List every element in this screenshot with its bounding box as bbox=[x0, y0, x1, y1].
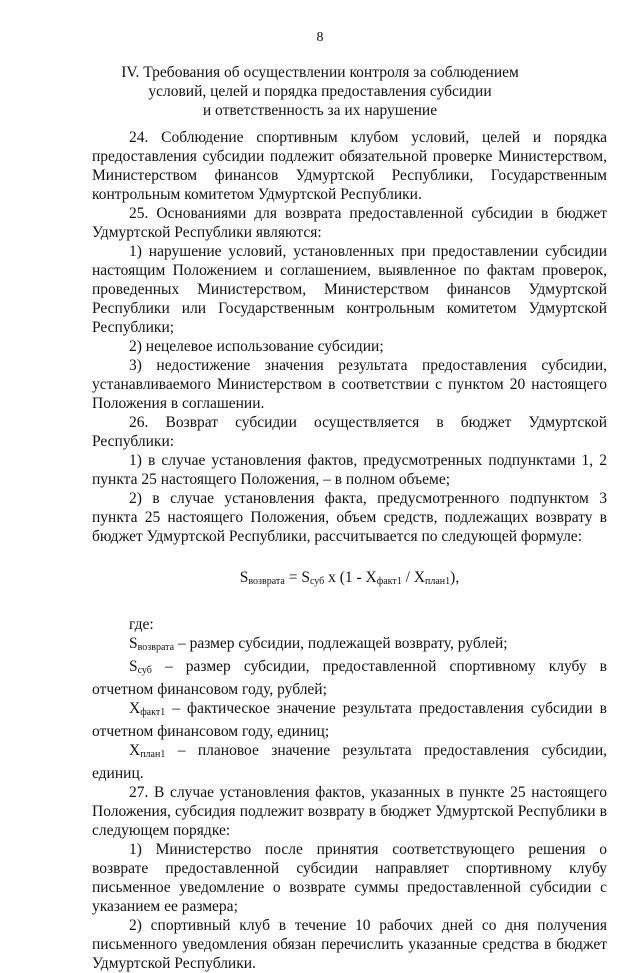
paragraph-26-item-1: 1) в случае установления фактов, предусмотренных подпунктами 1, 2 пункта 25 настоящего Положения, – в полном объеме; bbox=[92, 452, 607, 488]
paragraph-27-item-1: 1) Министерство после принятия соответствующего решения о возврате предоставленной субсидии направляет спортивному клубу письменное уведомление о возврате суммы предоставленной субсидии с указанием ее размера; bbox=[92, 841, 607, 915]
definition-x-plan: $X_{план1}$ – плановое значение результата предоставления субсидии, единиц. bbox=[92, 742, 607, 782]
page-number: 8 bbox=[316, 30, 324, 45]
heading-line-1: IV. Требования об осуществлении контроля за соблюдением bbox=[121, 64, 519, 81]
formula-x2-sub: план1 bbox=[425, 576, 451, 587]
definition-x-fact: $X_{факт1}$ – фактическое значение результата предоставления субсидии в отчетном финансовом году, единиц; bbox=[92, 700, 607, 740]
paragraph-27: 27. В случае установления фактов, указанных в пункте 25 настоящего Положения, субсидия подлежит возврату в бюджет Удмуртской Республики в следующем порядке: bbox=[92, 784, 607, 839]
paragraph-24: 24. Соблюдение спортивным клубом условий, целей и порядка предоставления субсидии подлежит обязательной проверке Министерством, Министерством финансов Удмуртской Республики, Государственным контрольным комитетом Удмуртской Республики. bbox=[92, 129, 607, 203]
formula-mid: х (1 - X bbox=[324, 569, 377, 586]
formula-slash: / X bbox=[401, 569, 426, 586]
where-label: где: bbox=[129, 616, 154, 633]
paragraph-25-item-1: 1) нарушение условий, установленных при предоставлении субсидии настоящим Положением и соглашением, выявленное по фактам проверок, проведенных Министерством, Министерством финансов Удмуртской Республики или Государственным контрольным комитетом Удмуртской Республики; bbox=[92, 243, 607, 336]
paragraph-25: 25. Основаниями для возврата предоставленной субсидии в бюджет Удмуртской Республики являются: bbox=[92, 205, 607, 241]
document-body bbox=[92, 128, 607, 973]
section-heading bbox=[80, 63, 560, 120]
paragraph-27-item-2: 2) спортивный клуб в течение 10 рабочих дней со дня получения письменного уведомления обязан перечислить указанные средства в бюджет Удмуртской Республики. bbox=[92, 917, 607, 972]
formula-s2-sub: суб bbox=[309, 576, 325, 587]
paragraph-26: 26. Возврат субсидии осуществляется в бюджет Удмуртской Республики: bbox=[92, 414, 607, 450]
formula-s: S bbox=[239, 569, 249, 586]
formula-eq: = S bbox=[284, 569, 310, 586]
refund-formula bbox=[92, 568, 607, 591]
definition-s-refund: $S_{возврата}$ – размер субсидии, подлежащей возврату, рублей; bbox=[129, 635, 508, 653]
formula-s-sub: возврата bbox=[248, 576, 285, 587]
heading-line-3: и ответственность за их нарушение bbox=[202, 102, 438, 119]
heading-line-2: условий, целей и порядка предоставления субсидии bbox=[148, 83, 492, 100]
formula-x1-sub: факт1 bbox=[376, 576, 402, 587]
paragraph-25-item-2: 2) нецелевое использование субсидии; bbox=[129, 338, 384, 355]
paragraph-26-item-2: 2) в случае установления факта, предусмотренного подпунктом 3 пункта 25 настоящего Положения, объем средств, подлежащих возврату в бюджет Удмуртской Республики, рассчитывается по следующей формуле: bbox=[92, 490, 607, 545]
definition-s-subsidy: $S_{суб}$ – размер субсидии, предоставленной спортивному клубу в отчетном финансовом году, рублей; bbox=[92, 658, 607, 698]
formula-end: ), bbox=[450, 569, 460, 586]
paragraph-25-item-3: 3) недостижение значения результата предоставления субсидии, устанавливаемого Министерством в соответствии с пунктом 20 настоящего Положения в соглашении. bbox=[92, 357, 607, 412]
